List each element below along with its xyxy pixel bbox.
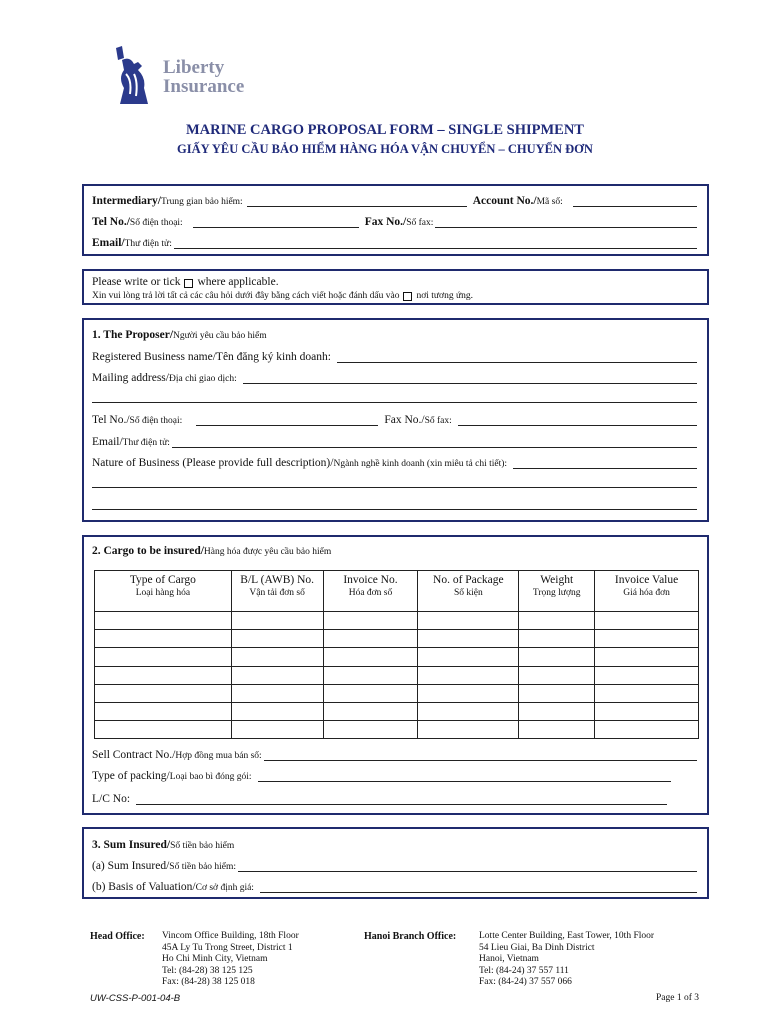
proposer-heading: 1. The Proposer/ (92, 329, 174, 341)
email-label: Email/ (92, 237, 125, 249)
instructions-en-after: where applicable. (197, 276, 279, 288)
sell-contract-label-vi: Hợp đồng mua bán số: (175, 751, 262, 761)
intermediary-label: Intermediary/ (92, 195, 161, 207)
proposer-email-label-vi: Thư điện tử: (122, 438, 170, 448)
lc-field[interactable] (136, 794, 667, 805)
intermediary-label-vi: Trung gian bảo hiểm: (160, 197, 243, 207)
packing-field[interactable] (258, 771, 671, 782)
mailing-field[interactable] (243, 373, 697, 384)
proposer-heading-vi: Người yêu cầu bảo hiểm (173, 331, 267, 341)
instructions-vi-after: nơi tương ứng. (416, 291, 473, 301)
sum-insured-a-field[interactable] (238, 861, 697, 872)
col-weight: Weight Trọng lượng (519, 571, 595, 612)
business-name-label: Registered Business name/Tên đăng ký kinh doanh: (92, 351, 331, 363)
table-row[interactable] (95, 648, 699, 666)
sell-contract-label: Sell Contract No./ (92, 749, 176, 761)
nature-label-vi: Ngành nghề kinh doanh (xin miêu tả chi tiết): (333, 459, 508, 469)
col-type-of-cargo: Type of Cargo Loại hàng hóa (95, 571, 232, 612)
proposer-fax-label: Fax No./ (384, 414, 425, 426)
tel-label-vi: Số điện thoại: (129, 218, 183, 228)
sum-insured-b-label-vi: Cơ sở định giá: (195, 883, 254, 893)
account-field[interactable] (573, 196, 697, 207)
branch-office-label: Hanoi Branch Office: (364, 931, 457, 942)
liberty-logo (108, 44, 288, 110)
nature-field-line-3[interactable] (92, 509, 697, 510)
nature-label: Nature of Business (Please provide full description)/ (92, 457, 334, 469)
instructions-vi-before: Xin vui lòng trả lời tất cả các câu hỏi dưới đây bằng cách viết hoặc đánh dấu vào (92, 291, 400, 301)
checkbox-icon (184, 279, 193, 288)
col-no-of-package: No. of Package Số kiện (418, 571, 519, 612)
sum-insured-heading-vi: Số tiền bảo hiểm (170, 841, 235, 851)
sum-insured-heading: 3. Sum Insured/ (92, 839, 171, 851)
proposer-tel-label-vi: Số điện thoại: (129, 416, 183, 426)
head-office-address: Vincom Office Building, 18th Floor 45A Ly Tu Trong Street, District 1 Ho Chi Minh City, Vietnam Tel: (84-28) 38 125 125 Fax: (84-28) 38 125 018 (162, 931, 299, 987)
instructions-section (82, 269, 709, 305)
proposer-tel-field[interactable] (196, 415, 378, 426)
tel-field[interactable] (193, 217, 359, 228)
email-label-vi: Thư điện tử: (124, 239, 172, 249)
table-row[interactable] (95, 702, 699, 720)
sum-insured-b-field[interactable] (260, 882, 697, 893)
table-row[interactable] (95, 666, 699, 684)
fax-label-vi: Số fax: (406, 218, 434, 228)
mailing-label: Mailing address/ (92, 372, 169, 384)
sell-contract-field[interactable] (264, 750, 697, 761)
proposer-email-field[interactable] (172, 437, 697, 448)
intermediary-section (82, 184, 709, 256)
nature-field[interactable] (513, 458, 697, 469)
sum-insured-section (82, 827, 709, 899)
fax-label: Fax No./ (364, 216, 407, 228)
account-label-vi: Mã số: (536, 197, 563, 207)
sum-insured-a-label: (a) Sum Insured/ (92, 860, 170, 872)
col-invoice-no: Invoice No. Hóa đơn số (323, 571, 418, 612)
col-invoice-value: Invoice Value Giá hóa đơn (595, 571, 699, 612)
form-title-vi: GIẤY YÊU CẦU BẢO HIỂM HÀNG HÓA VẬN CHUYỂN – CHUYẾN ĐƠN (177, 142, 593, 156)
business-name-field[interactable] (337, 352, 697, 363)
sum-insured-b-label: (b) Basis of Valuation/ (92, 881, 196, 893)
sum-insured-a-label-vi: Số tiền bảo hiểm: (169, 862, 237, 872)
account-label: Account No./ (472, 195, 537, 207)
tel-label: Tel No./ (92, 216, 130, 228)
logo-line-2: Insurance (163, 76, 245, 97)
page-number: Page 1 of 3 (656, 993, 700, 1003)
table-row[interactable] (95, 612, 699, 630)
mailing-label-vi: Địa chỉ giao dịch: (168, 374, 237, 384)
mailing-field-line-2[interactable] (92, 402, 697, 403)
form-code: UW-CSS-P-001-04-B (90, 993, 181, 1004)
cargo-table-header (95, 571, 699, 612)
packing-label-vi: Loại bao bì đóng gói: (169, 772, 252, 782)
head-office-label: Head Office: (90, 931, 145, 942)
packing-label: Type of packing/ (92, 770, 170, 782)
fax-field[interactable] (435, 217, 697, 228)
instructions-en-before: Please write or tick (92, 276, 181, 288)
table-row[interactable] (95, 721, 699, 739)
col-bl-awb-no: B/L (AWB) No. Vận tải đơn số (231, 571, 323, 612)
proposer-fax-field[interactable] (458, 415, 697, 426)
table-row[interactable] (95, 630, 699, 648)
branch-office-address: Lotte Center Building, East Tower, 10th Floor 54 Lieu Giai, Ba Dinh District Hanoi, Vietnam Tel: (84-24) 37 557 111 Fax: (84-24) 37 557 066 (479, 931, 655, 987)
cargo-section (82, 535, 709, 815)
nature-field-line-2[interactable] (92, 487, 697, 488)
checkbox-icon (403, 292, 412, 301)
proposer-email-label: Email/ (92, 436, 123, 448)
logo-line-1: Liberty (163, 57, 225, 78)
form-title-en: MARINE CARGO PROPOSAL FORM – SINGLE SHIPMENT (186, 122, 584, 138)
lc-label: L/C No: (92, 793, 131, 805)
cargo-heading-vi: Hàng hóa được yêu cầu bảo hiểm (203, 547, 332, 557)
cargo-heading: 2. Cargo to be insured/ (92, 545, 204, 557)
table-row[interactable] (95, 684, 699, 702)
proposer-fax-label-vi: Số fax: (424, 416, 452, 426)
cargo-table (94, 570, 699, 739)
intermediary-field[interactable] (247, 196, 467, 207)
proposer-tel-label: Tel No./ (92, 414, 130, 426)
statue-of-liberty-icon (108, 44, 160, 108)
proposer-section (82, 318, 709, 522)
email-field[interactable] (174, 238, 697, 249)
